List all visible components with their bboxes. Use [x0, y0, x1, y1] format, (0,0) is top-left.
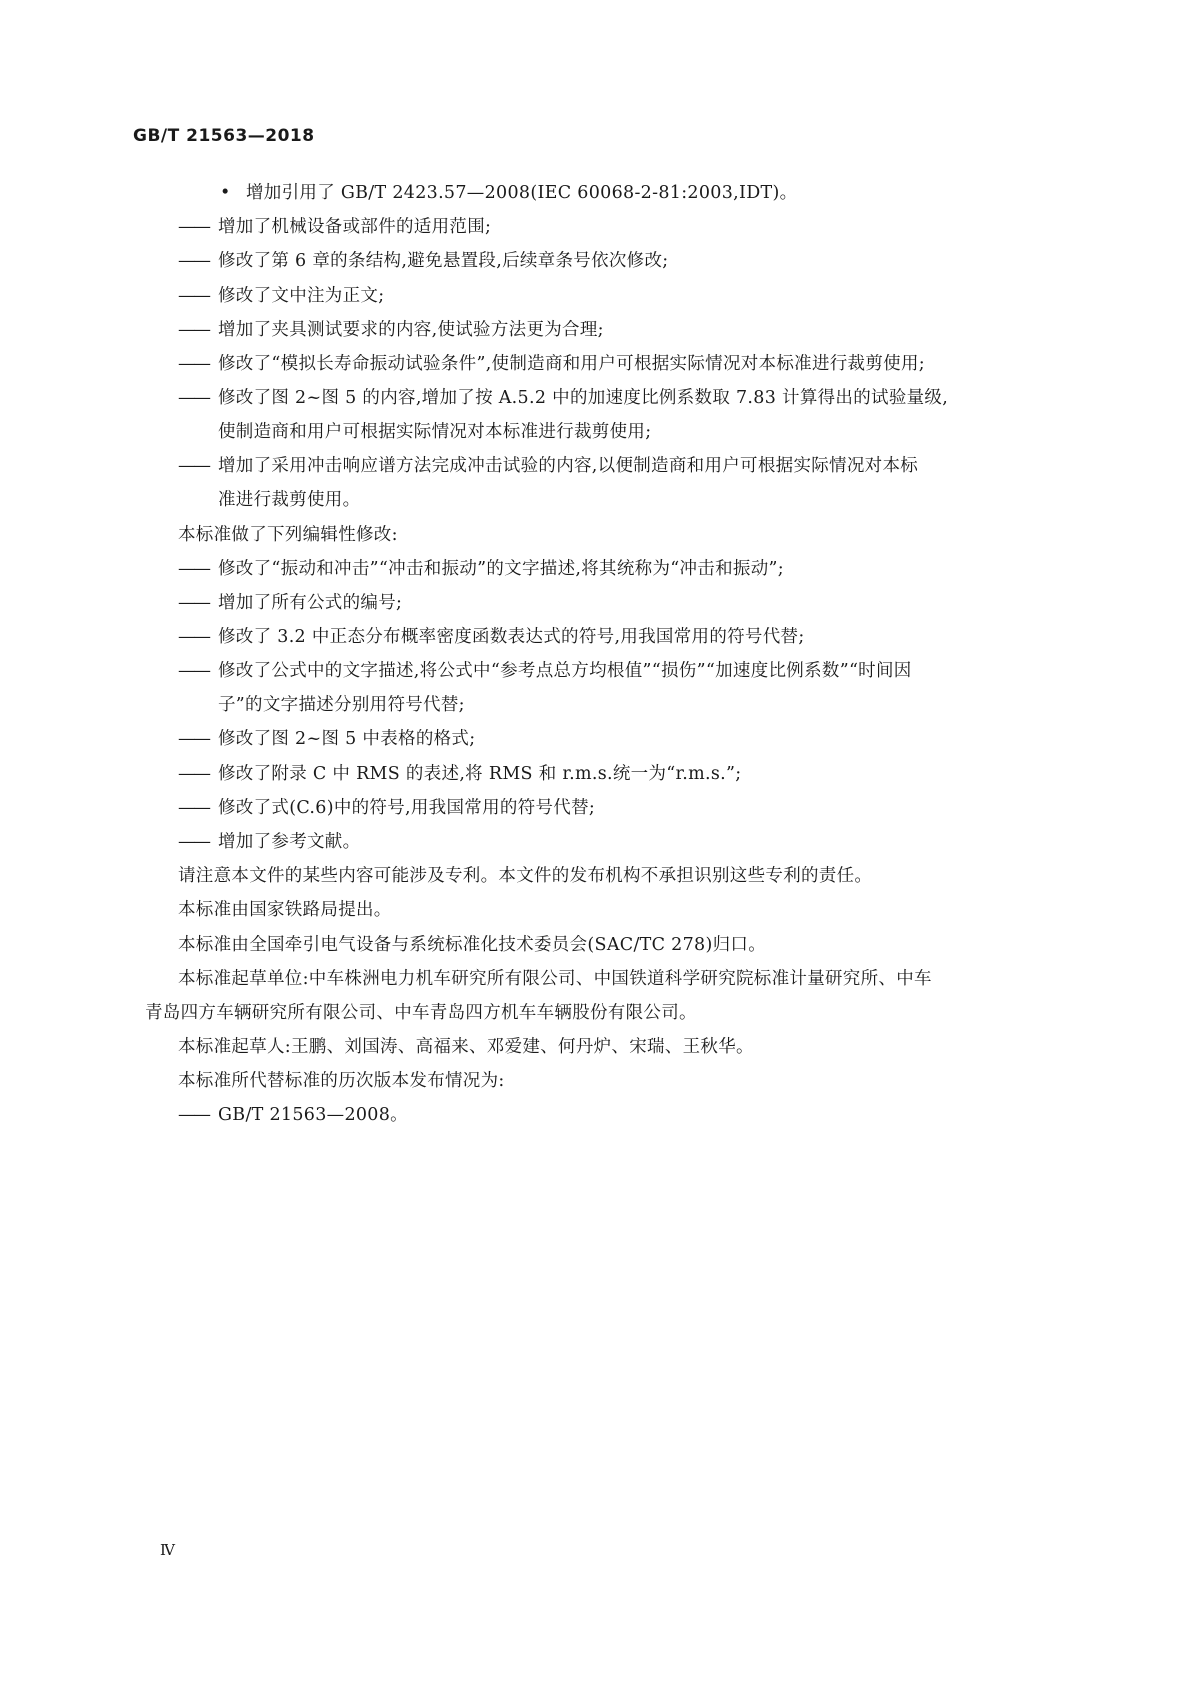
- change-item: [178, 451, 1058, 515]
- bullet-text: 增加引用了 GB/T 2423.57—2008(IEC 60068-2-81:2003,IDT)。: [246, 183, 798, 203]
- change-item: [178, 212, 1058, 242]
- change-item-text: 修改了文中注为正文;: [218, 285, 385, 306]
- page-number: Ⅳ: [160, 1541, 175, 1559]
- change-item: [178, 281, 1058, 311]
- change-item-text: 修改了第 6 章的条结构,避免悬置段,后续章条号依次修改;: [218, 251, 669, 272]
- dash-mark: ——: [178, 456, 209, 477]
- editorial-item-text: 增加了参考文献。: [218, 832, 361, 852]
- change-item-text: 修改了“模拟长寿命振动试验条件”,使制造商和用户可根据实际情况对本标准进行裁剪使用;: [218, 353, 925, 374]
- dash-mark: ——: [178, 1105, 209, 1126]
- dash-mark: ——: [178, 729, 209, 750]
- change-item-continuation: 准进行裁剪使用。: [218, 490, 361, 511]
- change-item: [178, 349, 1058, 379]
- dash-mark: ——: [178, 558, 209, 579]
- drafting-units-line-2: 青岛四方车辆研究所有限公司、中车青岛四方机车车辆股份有限公司。: [145, 1002, 697, 1023]
- dash-mark: ——: [178, 251, 209, 272]
- editorial-item-continuation: 子”的文字描述分别用符号代替;: [218, 695, 465, 716]
- bullet-dot: •: [220, 183, 231, 203]
- document-body: [145, 178, 1058, 1135]
- editorial-item: [178, 759, 1058, 789]
- dash-mark: ——: [178, 388, 209, 409]
- editorial-item: [178, 588, 1058, 618]
- proposer-paragraph: 本标准由国家铁路局提出。: [178, 900, 392, 921]
- drafting-units-paragraph: [145, 964, 1058, 1028]
- editorial-item: [178, 622, 1058, 652]
- editorial-item: [178, 656, 1058, 720]
- change-item: [178, 383, 1058, 447]
- dash-mark: ——: [178, 353, 209, 374]
- history-item: [178, 1100, 1058, 1130]
- editorial-item-text: 修改了式(C.6)中的符号,用我国常用的符号代替;: [218, 797, 596, 818]
- dash-mark: ——: [178, 627, 209, 648]
- drafters-paragraph: 本标准起草人:王鹏、刘国涛、高福来、邓爱建、何丹炉、宋瑞、王秋华。: [178, 1036, 754, 1057]
- editorial-intro: 本标准做了下列编辑性修改:: [178, 524, 398, 545]
- change-item-text: 修改了图 2~图 5 的内容,增加了按 A.5.2 中的加速度比例系数取 7.83 计算得出的试验量级,: [218, 388, 949, 409]
- history-intro: 本标准所代替标准的历次版本发布情况为:: [178, 1071, 505, 1092]
- editorial-item: [178, 793, 1058, 823]
- editorial-list: [178, 554, 1058, 857]
- editorial-item-text: 修改了 3.2 中正态分布概率密度函数表达式的符号,用我国常用的符号代替;: [218, 627, 805, 648]
- dash-mark: ——: [178, 832, 209, 852]
- changes-list: [178, 212, 1058, 515]
- dash-mark: ——: [178, 661, 209, 682]
- editorial-item-text: 修改了公式中的文字描述,将公式中“参考点总方均根值”“损伤”“加速度比例系数”“时间因: [218, 661, 912, 682]
- change-item-continuation: 使制造商和用户可根据实际情况对本标准进行裁剪使用;: [218, 422, 652, 443]
- editorial-item-text: 修改了附录 C 中 RMS 的表述,将 RMS 和 r.m.s.统一为“r.m.s.”;: [218, 763, 742, 784]
- editorial-item: [178, 827, 1058, 857]
- dash-mark: ——: [178, 217, 209, 238]
- change-item-text: 增加了夹具测试要求的内容,使试验方法更为合理;: [218, 319, 604, 340]
- history-item-text: GB/T 21563—2008。: [218, 1105, 408, 1126]
- dash-mark: ——: [178, 763, 209, 784]
- patent-notice: 请注意本文件的某些内容可能涉及专利。本文件的发布机构不承担识别这些专利的责任。: [178, 866, 873, 887]
- dash-mark: ——: [178, 285, 209, 306]
- editorial-item-text: 增加了所有公式的编号;: [218, 592, 403, 613]
- bullet-item: [178, 178, 1058, 208]
- drafting-units-line-1: 本标准起草单位:中车株洲电力机车研究所有限公司、中国铁道科学研究院标准计量研究所、中车: [178, 968, 932, 989]
- dash-mark: ——: [178, 592, 209, 613]
- editorial-item: [178, 554, 1058, 584]
- dash-mark: ——: [178, 797, 209, 818]
- change-item-text: 增加了采用冲击响应谱方法完成冲击试验的内容,以便制造商和用户可根据实际情况对本标: [218, 456, 919, 477]
- change-item: [178, 315, 1058, 345]
- editorial-item: [178, 724, 1058, 754]
- document-header: GB/T 21563—2018: [133, 126, 315, 146]
- change-item: [178, 246, 1058, 276]
- editorial-item-text: 修改了图 2~图 5 中表格的格式;: [218, 729, 476, 750]
- dash-mark: ——: [178, 319, 209, 340]
- change-item-text: 增加了机械设备或部件的适用范围;: [218, 217, 492, 238]
- editorial-item-text: 修改了“振动和冲击”“冲击和振动”的文字描述,将其统称为“冲击和振动”;: [218, 558, 784, 579]
- committee-paragraph: 本标准由全国牵引电气设备与系统标准化技术委员会(SAC/TC 278)归口。: [178, 934, 766, 955]
